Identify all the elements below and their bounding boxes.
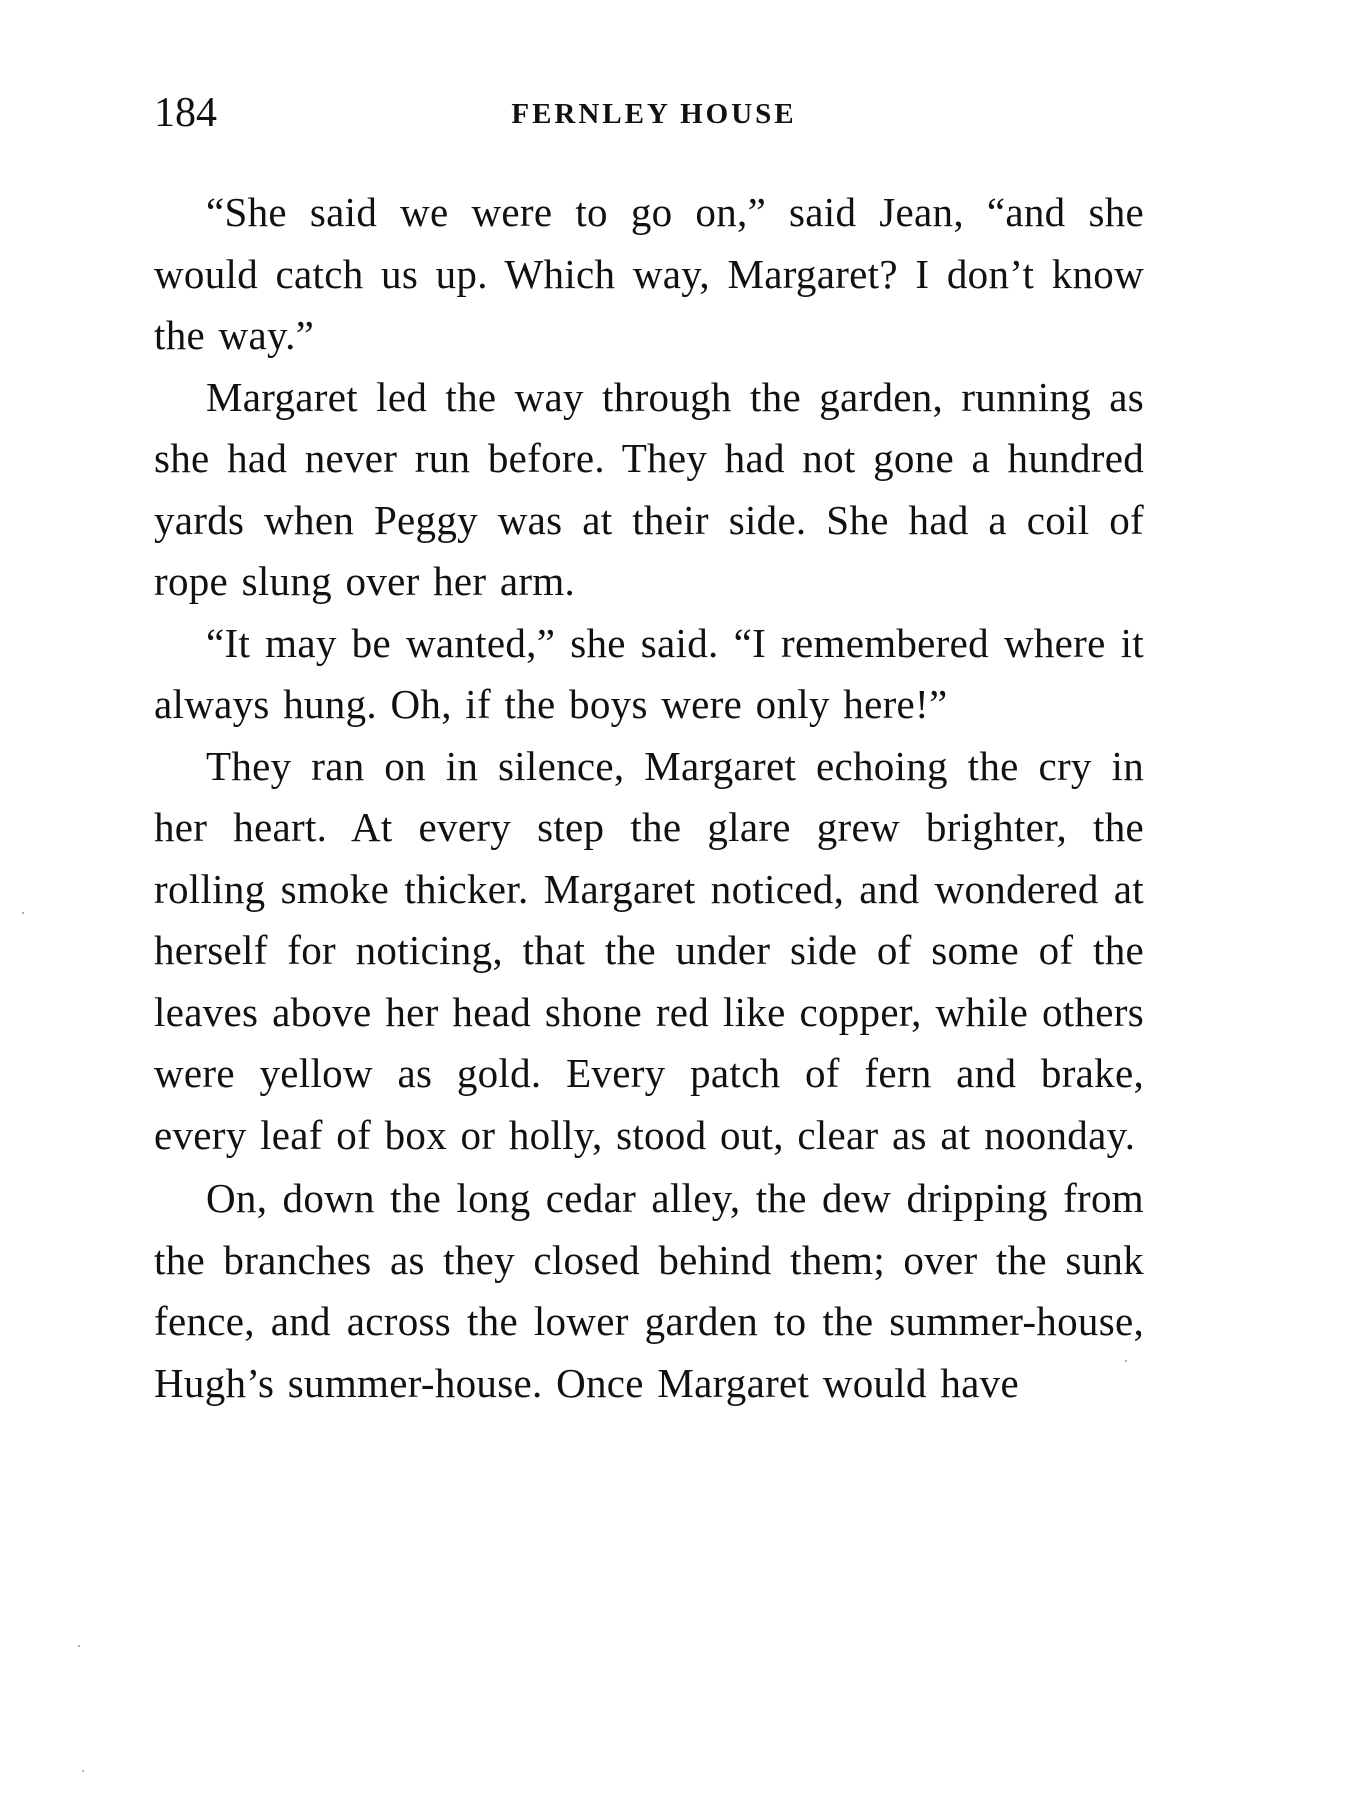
page-number: 184 — [154, 90, 217, 136]
paragraph: Margaret led the way through the garden, running as she had never run before. They had not gone a hundred yards when Peggy was at their side. She had a coil of rope slung over her arm. — [154, 373, 1144, 604]
paragraph: “She said we were to go on,” said Jean, “and she would catch us up. Which way, Margaret? I don’t know the way.” — [154, 189, 1144, 358]
scan-speck — [1125, 1360, 1127, 1362]
body-text — [154, 182, 1144, 1414]
scan-speck — [78, 1645, 80, 1647]
paragraph: “It may be wanted,” she said. “I remembered where it always hung. Oh, if the boys were only here!” — [154, 619, 1144, 727]
paragraph: On, down the long cedar alley, the dew dripping from the branches as they closed behind them; over the sunk fence, and across the lower garden to the summer-house, Hugh’s summer-house. Once Margaret would have — [154, 1175, 1144, 1406]
page-header — [154, 88, 1144, 138]
scan-speck — [22, 912, 24, 914]
scan-speck — [82, 1770, 84, 1772]
paragraph: They ran on in silence, Margaret echoing the cry in her heart. At every step the glare grew brighter, the rolling smoke thicker. Margaret noticed, and wondered at herself for noticing, that the under side of some of the leaves above her head shone red like copper, while others were yellow as gold. Every patch of fern and brake, every leaf of box or holly, stood out, clear as at noonday. — [154, 742, 1144, 1158]
running-title: FERNLEY HOUSE — [511, 98, 797, 130]
